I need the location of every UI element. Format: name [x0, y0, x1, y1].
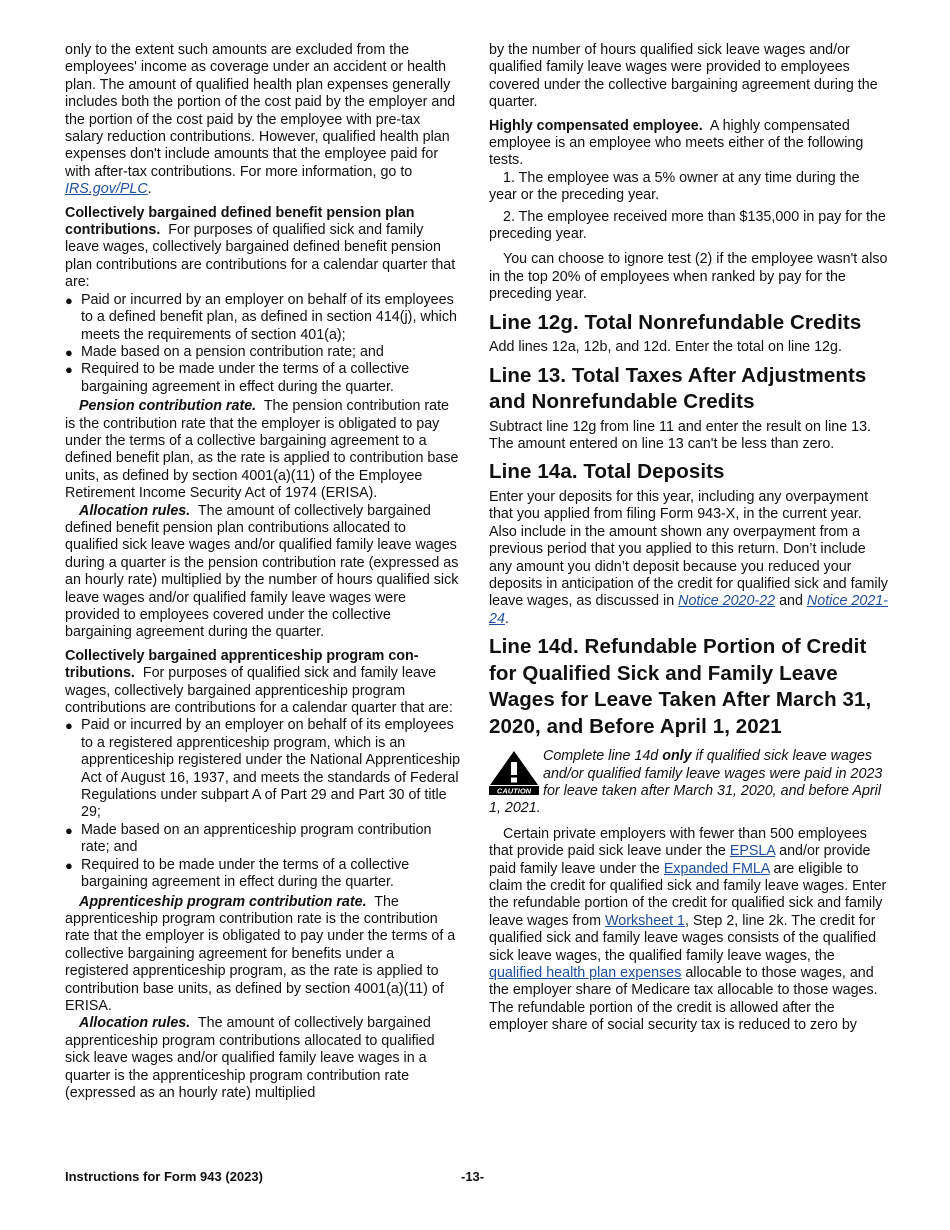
pension-rate-heading: Pension contribution rate. [79, 398, 257, 415]
paragraph-apprenticeship-contributions: Collectively bargained apprenticeship program con-tributions. For purposes of qualified sick and family leave wages, collectively bargained apprenticeship program contributions are contributions for a calendar quarter that are: [65, 647, 453, 717]
paragraph-apprenticeship-rate: Apprenticeship program contribution rate. The apprenticeship program contribution rate is the contribution rate that the employer is obligated to pay under the terms of a collective bargaining agreement for benefits under a registered apprenticeship program, as the rate is applied to contribution base units, as defined by section 4001(a)(11) of ERISA. [65, 893, 456, 1014]
heading-line-13: Line 13. Total Taxes After Adjustments and Nonrefundable Credits [489, 363, 867, 414]
notice-2020-22-link[interactable]: Notice 2020-22 [678, 593, 776, 610]
paragraph-line-14a: Enter your deposits for this year, including any overpayment that you applied from filing Form 943-X, in the current year. Also include in the amount shown any overpayment from a previous period that you applied to this return. Don’t include any amount you didn’t deposit because you reduced your deposits in anticipation of the credit for qualified sick and family leave wages, as discussed in Notice 2020-22 and Notice 2021-24. [489, 488, 888, 627]
heading-line-14a: Line 14a. Total Deposits [489, 460, 725, 484]
heading-line-12g: Line 12g. Total Nonrefundable Credits [489, 310, 862, 334]
paragraph-pension-rate: Pension contribution rate. The pension contribution rate is the contribution rate that the employer is obligated to pay under the terms of a collective bargaining agreement to a defined benefit plan, as the rate is applied to contribution base units, as defined by section 4001(a)(11) of the Employee Retirement Income Security Act of 1974 (ERISA). [65, 398, 459, 502]
paragraph-continuation: by the number of hours qualified sick leave wages and/or qualified family leave wages were provided to employees covered under the collective bargaining agreement during the quarter. [489, 42, 878, 111]
paragraph-hce: Highly compensated employee. A highly compensated employee is an employee who meets either of the following tests. [489, 117, 864, 169]
allocation-rules-heading: Allocation rules. [79, 1015, 191, 1032]
list-item: 2. The employee received more than $135,000 in pay for the preceding year. [489, 208, 886, 243]
paragraph-line-13: Subtract line 12g from line 11 and enter the result on line 13. The amount entered on line 13 can't be less than zero. [489, 418, 872, 452]
apprenticeship-rate-heading: Apprenticeship program contribution rate. [79, 893, 367, 910]
left-column [65, 42, 461, 1102]
paragraph-line-12g: Add lines 12a, 12b, and 12d. Enter the total on line 12g. [489, 339, 842, 356]
paragraph-line-14d: Certain private employers with fewer than 500 employees that provide paid sick leave under the EPSLA and/or provide paid family leave under the Expanded FMLA are eligible to claim the credit for qualified sick and family leave wages. Enter the refundable portion of the credit for qualified sick and family leave wages from Worksheet 1, Step 2, line 2k. The credit for qualified sick and family leave wages consists of the qualified sick leave wages, the qualified family leave wages, the qualified health plan expenses allocable to those wages, and the employer share of Medicare tax allocable to those wages. The refundable portion of the credit is allowed after the employer share of social security tax is reduced to zero by [489, 825, 887, 1034]
apprenticeship-heading: Collectively bargained apprenticeship program con-tributions. [65, 647, 419, 682]
worksheet-1-link[interactable]: Worksheet 1 [605, 912, 686, 929]
paragraph-allocation-rules-pension: Allocation rules. The amount of collectively bargained defined benefit pension plan contributions allocated to qualified sick leave wages and/or qualified family leave wages during a quarter is the pension contribution rate (expressed as an hourly rate) multiplied by the number of hours qualified sick leave wages and/or qualified family leave wages were provided to employees covered under the collective bargaining agreement during the quarter. [65, 502, 459, 641]
hce-heading: Highly compensated employee. [489, 117, 703, 134]
pension-heading: Collectively bargained defined benefit pension plan contributions. [65, 204, 415, 239]
paragraph-ignore-test: You can choose to ignore test (2) if the employee wasn't also in the top 20% of employees when ranked by pay for the preceding year. [489, 251, 888, 303]
caution-note: CAUTION Complete line 14d only if qualified sick leave wages and/or qualified family leave wages were paid in 2023 for leave taken after March 31, 2020, and before April 1, 2021. [489, 748, 883, 817]
page-number: -13- [461, 1169, 485, 1184]
footer-form-title: Instructions for Form 943 (2023) [65, 1169, 263, 1184]
list-item: ● Required to be made under the terms of a collective bargaining agreement in effect during the quarter. [65, 361, 410, 395]
right-column [489, 42, 889, 1041]
list-item: ● Made based on a pension contribution rate; and [65, 343, 384, 360]
expanded-fmla-link[interactable]: Expanded FMLA [663, 860, 770, 877]
list-item: 1. The employee was a 5% owner at any time during the year or the preceding year. [489, 169, 860, 204]
paragraph-health-plan: only to the extent such amounts are excluded from the employees' income as coverage under an accident or health plan. The amount of qualified health plan expenses generally includes both the portion of the cost paid by the employer and the portion of the cost paid by the employee with pre-tax salary reduction contributions. However, qualified health plan expenses don't include amounts that the employee paid for with after-tax contributions. For more information, go to IRS.gov/PLC. [65, 42, 456, 198]
paragraph-pension-contributions: Collectively bargained defined benefit pension plan contributions. For purposes of qualified sick and family leave wages, collectively bargained defined benefit pension plan contributions are contributions for a calendar quarter that are: [65, 204, 456, 291]
epsla-link[interactable]: EPSLA [729, 843, 776, 860]
heading-line-14d: Line 14d. Refundable Portion of Credit for Qualified Sick and Family Leave Wages for Leave Taken After March 31, 2020, and Before April 1, 2021 [489, 635, 872, 738]
svg-text:CAUTION: CAUTION [496, 786, 532, 796]
irs-plc-link[interactable]: IRS.gov/PLC [65, 181, 148, 198]
caution-icon [489, 750, 539, 795]
paragraph-allocation-rules-apprenticeship: Allocation rules. The amount of collectively bargained apprenticeship program contributions allocated to qualified sick leave wages and/or qualified family leave wages in a quarter is the apprenticeship program contribution rate (expressed as an hourly rate) multiplied [65, 1015, 435, 1101]
list-item: ● Paid or incurred by an employer on behalf of its employees to a defined benefit plan, as defined in section 414(j), which meets the requirements of section 401(a); [65, 291, 457, 343]
qualified-health-plan-expenses-link[interactable]: qualified health plan expenses [489, 965, 682, 982]
list-item: ● Required to be made under the terms of a collective bargaining agreement in effect during the quarter. [65, 856, 410, 891]
allocation-rules-heading: Allocation rules. [79, 502, 191, 519]
list-item: ● Made based on an apprenticeship program contribution rate; and [65, 821, 432, 856]
notice-2021-24-link[interactable]: Notice 2021-24 [489, 593, 888, 627]
list-item: ● Paid or incurred by an employer on behalf of its employees to a registered apprenticeship program, which is an apprenticeship registered under the National Apprenticeship Act of August 16, 1937, and meets the standards of Federal Regulations under subpart A of Part 29 and Part 30 of title 29; [65, 717, 461, 821]
